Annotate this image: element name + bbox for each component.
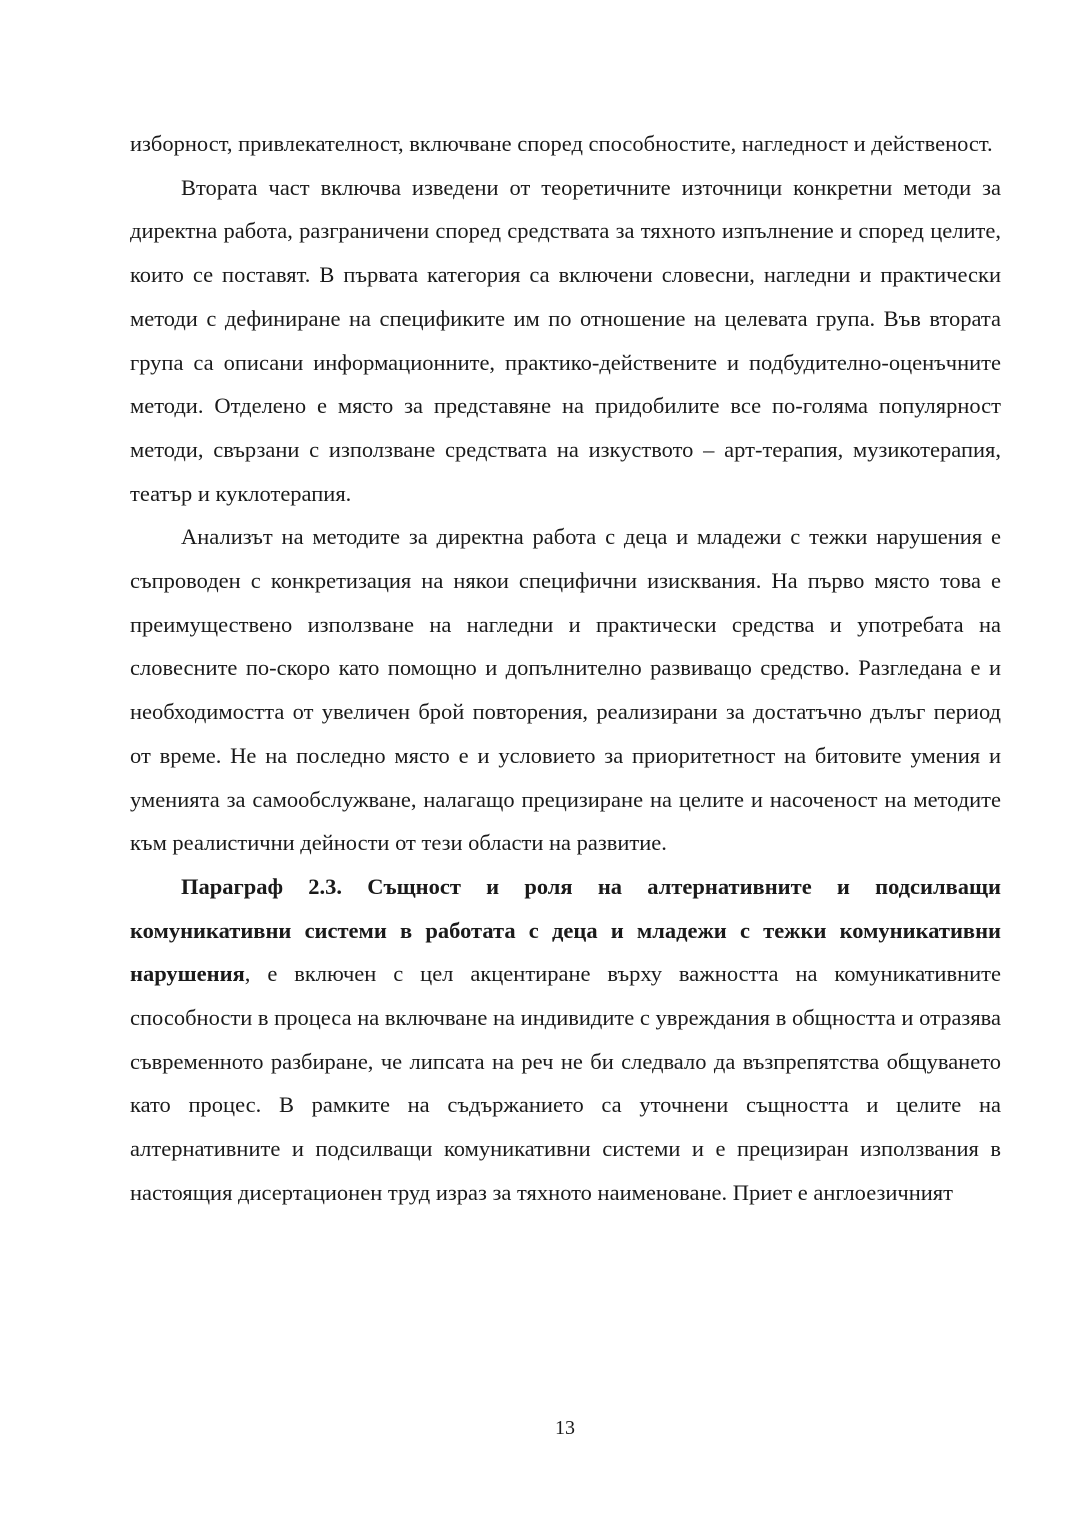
- paragraph-methods-analysis: Анализът на методите за директна работа с деца и младежи с тежки нарушения е съпроводен с конкретизация на някои специфични изисквания. На първо място това е преимуществено използване на нагледни и практически средства и употребата на словесните по-скоро като помощно и допълнително развиващо средство. Разгледана е и необходимостта от увеличен брой повторения, реализирани за достатъчно дълъг период от време. Не на последно място е и условието за приоритетност на битовите умения и уменията за самообслужване, налагащо прецизиране на целите и насоченост на методите към реалистични дейности от тези области на развитие.: [130, 524, 1001, 856]
- page-number: 13: [555, 1417, 575, 1439]
- document-body: [130, 122, 1001, 1215]
- paragraph-continuation: изборност, привлекателност, включване според способностите, нагледност и действеност.: [130, 131, 993, 156]
- section-heading-2-3: Параграф 2.3. Същност и роля на алтернативните и подсилващи комуникативни системи в работата с деца и младежи с тежки комуникативни нарушения: [130, 873, 1001, 987]
- paragraph-section-2-3: [130, 865, 1001, 1215]
- section-2-3-text: , е включен с цел акцентиране върху важността на комуникативните способности в процеса на включване на индивидите с увреждания в общността и отразява съвременното разбиране, че липсата на реч не би следвало да възпрепятства общуването като процес. В рамките на съдържанието са уточнени същността и целите на алтернативните и подсилващи комуникативни системи и е прецизиран използвания в настоящия дисертационен труд израз за тяхното наименоване. Приет е англоезичният: [130, 961, 1001, 1205]
- paragraph-second-part: Втората част включва изведени от теоретичните източници конкретни методи за директна работа, разграничени според средствата за тяхното изпълнение и според целите, които се поставят. В първата категория са включени словесни, нагледни и практически методи с дефиниране на спецификите им по отношение на целевата група. Във втората група са описани информационните, практико-действените и подбудително-оценъчните методи. Отделено е място за представяне на придобилите все по-голяма популярност методи, свързани с използване средствата на изкуството – арт-терапия, музикотерапия, театър и куклотерапия.: [130, 174, 1001, 506]
